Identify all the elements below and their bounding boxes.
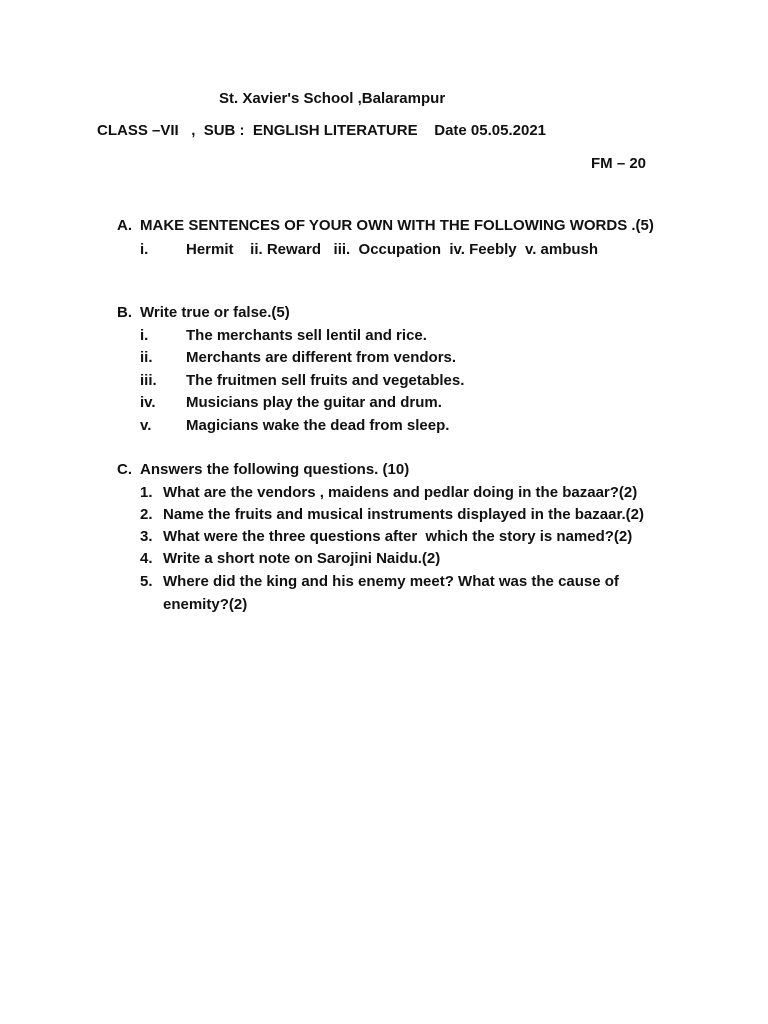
list-item: The fruitmen sell fruits and vegetables. (186, 372, 465, 389)
list-item-marker: i. (140, 327, 149, 344)
question-text: What are the vendors , maidens and pedlar doing in the bazaar?(2) (163, 484, 638, 501)
question-number: 2. (140, 506, 153, 523)
section-b-title: Write true or false.(5) (140, 304, 290, 321)
class-subject-date: CLASS –VII , SUB : ENGLISH LITERATURE Date 05.05.2021 (97, 122, 547, 139)
section-a-word-list: Hermit ii. Reward iii. Occupation iv. Feebly v. ambush (186, 241, 599, 258)
section-c-letter: C. (117, 461, 132, 478)
full-marks: FM – 20 (591, 155, 647, 172)
question-number: 3. (140, 528, 153, 545)
list-item: Magicians wake the dead from sleep. (186, 417, 450, 434)
list-item-marker: v. (140, 417, 152, 434)
question-number: 4. (140, 550, 153, 567)
section-a-letter: A. (117, 217, 132, 234)
question-text: Write a short note on Sarojini Naidu.(2) (163, 550, 441, 567)
question-text: What were the three questions after which the story is named?(2) (163, 528, 633, 545)
section-a-item-marker: i. (140, 241, 149, 258)
section-b-letter: B. (117, 304, 132, 321)
question-number: 5. (140, 573, 153, 590)
question-text: Where did the king and his enemy meet? What was the cause of enemity?(2) (163, 573, 619, 613)
section-c-title: Answers the following questions. (10) (140, 461, 410, 478)
list-item: Merchants are different from vendors. (186, 349, 457, 366)
list-item-marker: iv. (140, 394, 156, 411)
list-item: Musicians play the guitar and drum. (186, 394, 442, 411)
list-item-marker: ii. (140, 349, 153, 366)
section-a-title: MAKE SENTENCES OF YOUR OWN WITH THE FOLLOWING WORDS .(5) (140, 217, 654, 234)
list-item: The merchants sell lentil and rice. (186, 327, 427, 344)
question-number: 1. (140, 484, 153, 501)
question-text: Name the fruits and musical instruments displayed in the bazaar.(2) (163, 506, 644, 523)
list-item-marker: iii. (140, 372, 157, 389)
school-name: St. Xavier's School ,Balarampur (219, 90, 446, 107)
